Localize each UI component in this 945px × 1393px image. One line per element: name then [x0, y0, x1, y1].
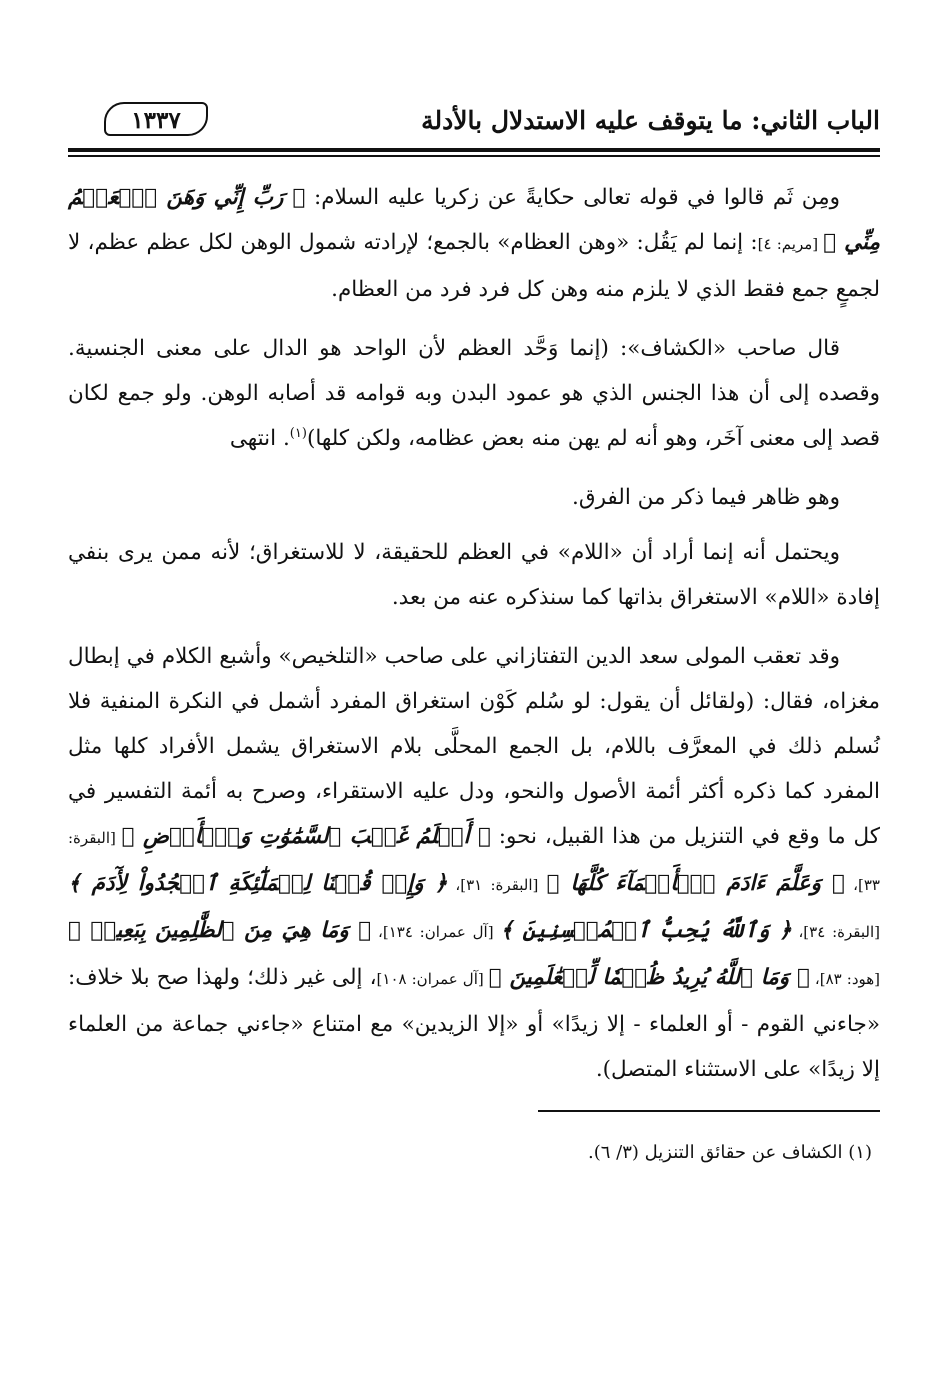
paragraph-4: ويحتمل أنه إنما أراد أن «اللام» في العظم للحقيقة، لا للاستغراق؛ لأنه ممن يرى بنفي إفادة «اللام» الاستغراق بذاتها كما سنذكره عنه من بعد.	[68, 540, 880, 610]
quran-verse-5: ﴿ وَمَا هِيَ مِنَ ٱلظَّٰلِمِينَ بِبَعِيدٖ ﴾	[68, 918, 372, 943]
paragraph-5-end: ، إلى غير ذلك؛ ولهذا صح بلا خلاف: «جاءني القوم - أو العلماء - إلا زيدًا» أو «إلا الزيدين» مع امتناع «جاءني جماعة من العلماء إلا زيدًا» على الاستثناء المتصل).	[68, 965, 880, 1082]
paragraph-1	[68, 175, 880, 312]
quran-verse-4: ﴿ وَٱللَّهُ يُحِبُّ ٱلۡمُحۡسِنِينَ ﴾	[500, 918, 792, 943]
paragraph-5	[68, 634, 880, 1092]
chapter-title: الباب الثاني: ما يتوقف عليه الاستدلال بالأدلة	[421, 106, 880, 135]
verse-reference-4: [آل عمران: ١٣٤]،	[371, 923, 501, 941]
header-rule-thick	[68, 148, 880, 152]
paragraph-2-body: قال صاحب «الكشاف»: (إنما وَحَّد العظم لأن الواحد هو الدال على معنى الجنسية. وقصده إلى أن هذا الجنس الذي هو عمود البدن وبه قوامه قد أصابه الوهن. ولو جمع لكان قصد إلى معنى آخَر، وهو أنه لم يهن منه بعض عظامه، ولكن كلها)	[68, 336, 880, 451]
page-header	[68, 96, 880, 144]
footnote-marker[interactable]: (١)	[289, 425, 307, 441]
paragraph-2	[68, 326, 880, 461]
paragraph-1-intro: ومِن ثَم قالوا في قوله تعالى حكايةً عن زكريا عليه السلام:	[305, 185, 840, 210]
verse-reference-1: [البقرة: ٣٣]،	[68, 829, 880, 894]
paragraph-1-body: : إنما لم يَقُل: «وهن العظام» بالجمع؛ لإرادته شمول الوهن لكل عظم عظم، لا لجمعٍ جمع فقط الذي لا يلزم منه وهن كل فرد فرد من العظام.	[68, 230, 880, 302]
verse-reference-2: [البقرة: ٣١]،	[447, 876, 547, 894]
book-page	[68, 96, 880, 1168]
paragraph-5-body: وقد تعقب المولى سعد الدين التفتازاني على صاحب «التلخيص» وأشبع الكلام في إبطال مغزاه، فقال: (ولقائل أن يقول: لو سُلم كَوْن استغراق المفرد أشمل في النكرة المنفية فلا نُسلم ذلك في المعرَّف باللام، بل الجمع المحلَّى بلام الاستغراق يشمل الأفراد كلها مثل المفرد كما ذكره أكثر أئمة الأصول والنحو، ودل عليه الاستقراء، وصرح به أئمة التفسير في كل ما وقع في التنزيل من هذا القبيل، نحو:	[68, 644, 880, 849]
verse-reference: [مريم: ٤]	[757, 235, 824, 253]
quran-verse-2: ﴿ وَعَلَّمَ ءَادَمَ ٱلۡأَسۡمَآءَ كُلَّهَا ﴾	[546, 871, 845, 896]
paragraph-2-end: . انتهى	[229, 426, 290, 451]
quran-verse-1: ﴿ أَعۡلَمُ غَيۡبَ ٱلسَّمَٰوَٰتِ وَٱلۡأَرۡضِ ﴾	[121, 824, 491, 849]
verse-reference-5: [هود: ٨٣]،	[809, 970, 881, 988]
header-rule-thin	[68, 155, 880, 157]
footnote-separator	[538, 1110, 880, 1112]
main-text	[68, 175, 880, 1092]
verse-reference-3: [البقرة: ٣٤]،	[791, 923, 880, 941]
page-number-badge: ١٣٣٧	[104, 102, 208, 136]
paragraph-3: وهو ظاهر فيما ذكر من الفرق.	[572, 485, 840, 510]
footnote-1: (١) الكشاف عن حقائق التنزيل (٣/ ٦).	[588, 1142, 872, 1163]
verse-reference-6: [آل عمران: ١٠٨]	[376, 970, 489, 988]
quran-verse-maryam: ﴿ رَبِّ إِنِّي وَهَنَ ٱلۡعَظۡمُ مِنِّي ﴾	[68, 185, 880, 255]
quran-verse-3: ﴿ وَإِذۡ قُلۡنَا لِلۡمَلَٰٓئِكَةِ ٱسۡجُدُواْ لِأٓدَمَ ﴾	[68, 871, 448, 896]
quran-verse-6: ﴿ وَمَا ٱللَّهُ يُرِيدُ ظُلۡمٗا لِّلۡعَٰلَمِينَ ﴾	[488, 965, 810, 990]
